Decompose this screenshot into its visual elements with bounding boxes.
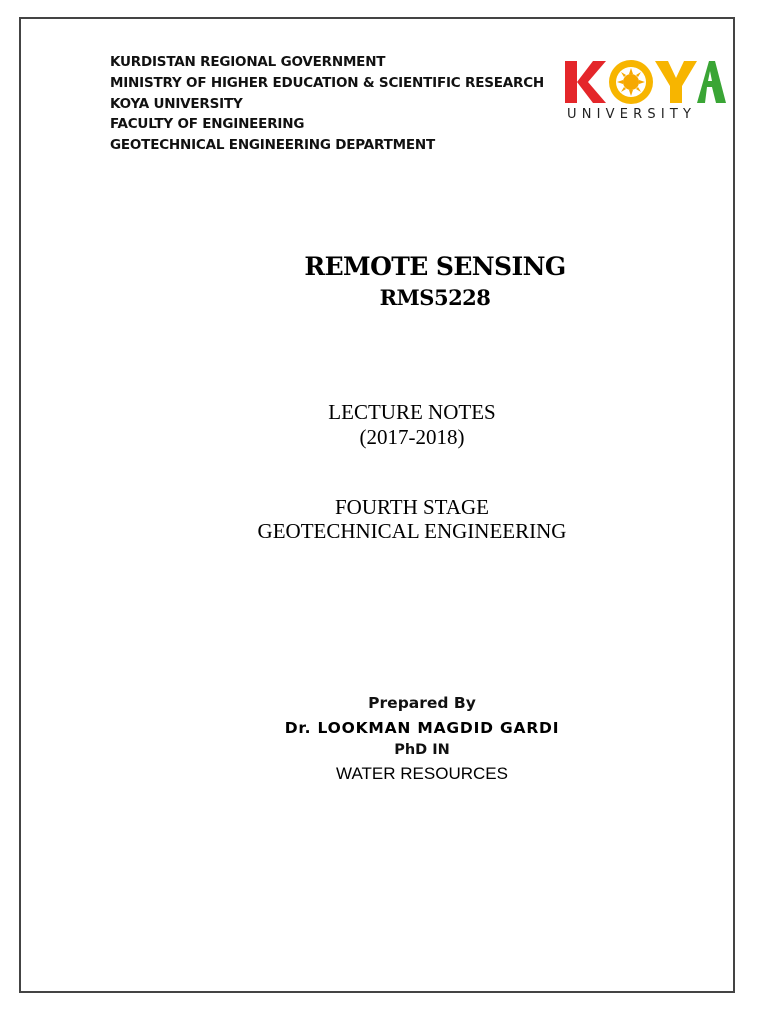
koya-university-logo <box>563 58 726 126</box>
ministry-line: MINISTRY OF HIGHER EDUCATION & SCIENTIFIC RESEARCH <box>110 74 545 91</box>
koya-logo-icon <box>563 58 726 106</box>
stage-label: FOURTH STAGE <box>335 495 489 519</box>
author-name: Dr. LOOKMAN MAGDID GARDI <box>284 719 560 737</box>
course-code: RMS5228 <box>379 285 491 310</box>
academic-years: (2017-2018) <box>359 425 465 449</box>
lecture-notes-label: LECTURE NOTES <box>328 400 496 424</box>
logo-subtitle: UNIVERSITY <box>567 107 697 122</box>
author-field: WATER RESOURCES <box>336 764 508 783</box>
course-title: REMOTE SENSING <box>304 252 566 281</box>
university-line: KOYA UNIVERSITY <box>110 95 243 112</box>
department-line: GEOTECHNICAL ENGINEERING DEPARTMENT <box>110 137 435 154</box>
institution-header <box>110 52 544 156</box>
faculty-line: FACULTY OF ENGINEERING <box>110 116 305 133</box>
government-line: KURDISTAN REGIONAL GOVERNMENT <box>110 54 386 70</box>
author-degree: PhD IN <box>394 742 450 758</box>
department-label: GEOTECHNICAL ENGINEERING <box>257 519 567 543</box>
prepared-by-label: Prepared By <box>368 694 476 712</box>
